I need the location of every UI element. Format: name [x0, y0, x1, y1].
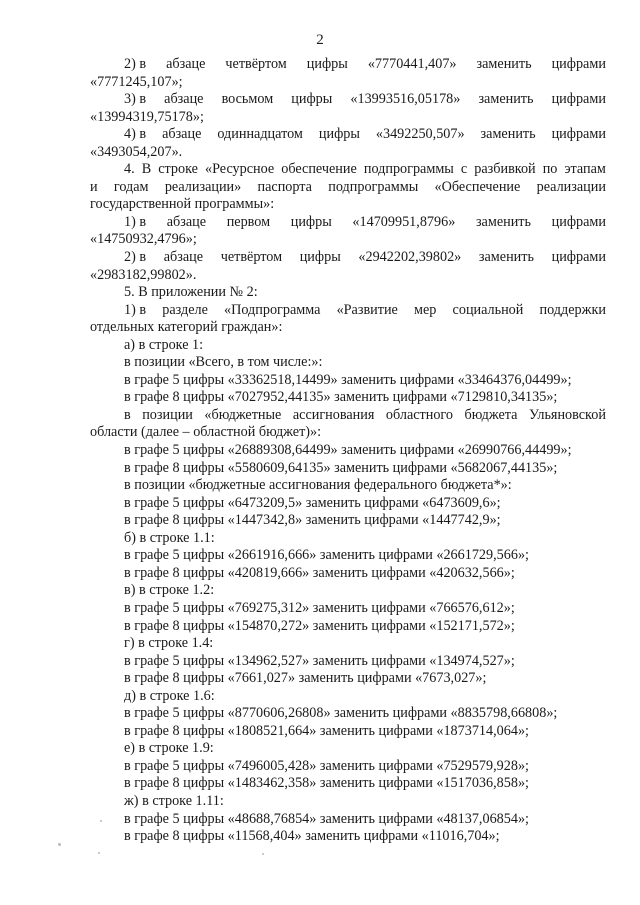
word: обеспечение — [281, 161, 357, 178]
text-line: в графе 8 цифры «1447342,8» заменить цифрами «1447742,9»; — [124, 512, 501, 529]
word: 4) в — [124, 126, 147, 143]
word: подпрограммы — [328, 178, 419, 195]
text-line: в) в строке 1.2: — [124, 582, 215, 599]
word: одиннадцатом — [217, 126, 303, 143]
word: «7770441,407» — [367, 56, 457, 72]
word: по — [542, 161, 558, 178]
word: абзаце — [166, 213, 207, 230]
word: разбивкой — [474, 161, 536, 178]
word: «Обеспечение — [434, 178, 521, 195]
word: реализации — [536, 178, 606, 195]
text-line: б) в строке 1.1: — [124, 529, 215, 546]
text-line — [90, 91, 606, 109]
word: ассигнования — [292, 406, 375, 423]
word: годам — [113, 178, 149, 195]
word: «14709951,8796» — [352, 213, 456, 230]
word: «13993516,05178» — [350, 91, 461, 108]
word: позиции — [142, 406, 193, 423]
word: паспорта — [257, 178, 312, 195]
word: Ульяновской — [528, 406, 606, 423]
word: первом — [226, 213, 271, 230]
word: заменить — [475, 213, 531, 230]
word: цифрами — [551, 126, 606, 143]
word: мер — [414, 301, 437, 318]
text-line: в позиции «Всего, в том числе:»: — [124, 354, 323, 371]
word: социальной — [452, 301, 524, 318]
text-line: в графе 8 цифры «11568,404» заменить цифрами «11016,704»; — [124, 828, 500, 845]
word: 2) в — [124, 249, 147, 266]
word: в — [124, 406, 131, 423]
text-line: в графе 5 цифры «6473209,5» заменить цифрами «6473609,6»; — [124, 494, 501, 511]
text-line: в графе 8 цифры «154870,272» заменить цифрами «152171,572»; — [124, 617, 515, 634]
word: подпрограммы — [363, 161, 454, 178]
text-line — [90, 161, 606, 179]
text-line: «13994319,75178»; — [90, 108, 204, 125]
word: «Подпрограмма — [224, 301, 321, 318]
word: заменить — [478, 249, 534, 266]
text-line: в графе 8 цифры «1483462,358» заменить цифрами «1517036,858»; — [124, 775, 529, 792]
text-line: в графе 5 цифры «26889308,64499» заменить цифрами «26990766,44499»; — [124, 442, 572, 459]
text-line — [90, 214, 606, 232]
text-line: в графе 5 цифры «134962,527» заменить цифрами «134974,527»; — [124, 652, 515, 669]
text-line: ж) в строке 1.11: — [124, 792, 224, 809]
text-line: в графе 5 цифры «33362518,14499» заменить цифрами «33464376,04499»; — [124, 371, 572, 388]
word: восьмом — [221, 91, 274, 108]
text-line: «14750932,4796»; — [90, 231, 197, 248]
page-number: 2 — [316, 32, 324, 48]
text-line: в графе 5 цифры «7496005,428» заменить цифрами «7529579,928»; — [124, 757, 529, 774]
word: областного — [385, 406, 453, 423]
text-line — [90, 249, 606, 267]
word: цифрами — [551, 249, 606, 266]
word: поддержки — [539, 301, 606, 318]
text-line: а) в строке 1: — [124, 336, 204, 353]
text-line: государственной программы»: — [90, 196, 275, 213]
text-line — [90, 179, 606, 197]
text-line: «3493054,207». — [90, 143, 183, 160]
text-line: в графе 5 цифры «48688,76854» заменить цифрами «48137,06854»; — [124, 810, 529, 827]
word: абзаце — [164, 91, 204, 108]
word: цифры — [306, 56, 348, 72]
word: с — [460, 161, 468, 178]
word: 2) в — [124, 56, 147, 72]
word: заменить — [480, 126, 536, 143]
text-line: д) в строке 1.6: — [124, 687, 215, 704]
word: 3) в — [124, 91, 147, 108]
word: строке — [158, 161, 198, 178]
text-line: в графе 5 цифры «8770606,26808» заменить цифрами «8835798,66808»; — [124, 705, 558, 722]
word: В — [141, 161, 152, 178]
scan-speck — [58, 843, 61, 846]
word: 1) в — [124, 213, 147, 230]
word: «2942202,39802» — [358, 249, 462, 266]
word: заменить — [476, 56, 532, 72]
word: цифры — [299, 249, 341, 266]
word: «3492250,507» — [375, 126, 465, 143]
word: четвёртом — [220, 249, 283, 266]
word: цифры — [318, 126, 360, 143]
word: цифрами — [551, 213, 606, 230]
word: реализации» — [164, 178, 242, 195]
text-line: в графе 8 цифры «1808521,664» заменить цифрами «1873714,064»; — [124, 722, 529, 739]
word: «Ресурсное — [205, 161, 275, 178]
scan-speck — [100, 820, 102, 822]
text-line: отдельных категорий граждан»: — [90, 319, 283, 336]
text-line — [90, 302, 606, 320]
word: этапам — [564, 161, 606, 178]
word: абзаце — [163, 249, 204, 266]
text-line: в графе 8 цифры «420819,666» заменить цифрами «420632,566»; — [124, 564, 515, 581]
word: «Развитие — [336, 301, 398, 318]
word: цифрами — [551, 91, 606, 108]
text-line — [90, 407, 606, 425]
scan-speck — [98, 852, 100, 854]
text-line: е) в строке 1.9: — [124, 740, 214, 757]
text-line: в графе 5 цифры «2661916,666» заменить цифрами «2661729,566»; — [124, 547, 529, 564]
text-line: в графе 8 цифры «7027952,44135» заменить цифрами «7129810,34135»; — [124, 389, 558, 406]
word: абзаце — [166, 56, 206, 72]
word: и — [90, 178, 98, 195]
word: разделе — [162, 301, 208, 318]
word: цифрами — [551, 56, 606, 72]
text-line: «7771245,107»; — [90, 73, 183, 90]
document-body — [90, 56, 606, 846]
word: цифры — [290, 213, 332, 230]
text-line: в графе 8 цифры «7661,027» заменить цифрами «7673,027»; — [124, 670, 487, 687]
text-line: 5. В приложении № 2: — [124, 284, 258, 301]
word: «бюджетные — [204, 406, 282, 423]
text-line: в графе 8 цифры «5580609,64135» заменить цифрами «5682067,44135»; — [124, 459, 558, 476]
scan-speck — [262, 853, 264, 855]
text-line: г) в строке 1.4: — [124, 635, 214, 652]
word: заменить — [478, 91, 534, 108]
word: 4. — [124, 161, 135, 178]
word: четвёртом — [225, 56, 287, 72]
text-line — [90, 56, 606, 74]
word: 1) в — [124, 301, 147, 318]
text-line: «2983182,99802». — [90, 266, 197, 283]
word: абзаце — [162, 126, 202, 143]
text-line: в графе 5 цифры «769275,312» заменить цифрами «766576,612»; — [124, 599, 515, 616]
word: цифры — [291, 91, 333, 108]
text-line: области (далее – областной бюджет)»: — [90, 424, 322, 441]
text-line: в позиции «бюджетные ассигнования федерального бюджета*»: — [124, 477, 512, 494]
text-line — [90, 126, 606, 144]
word: бюджета — [464, 406, 518, 423]
